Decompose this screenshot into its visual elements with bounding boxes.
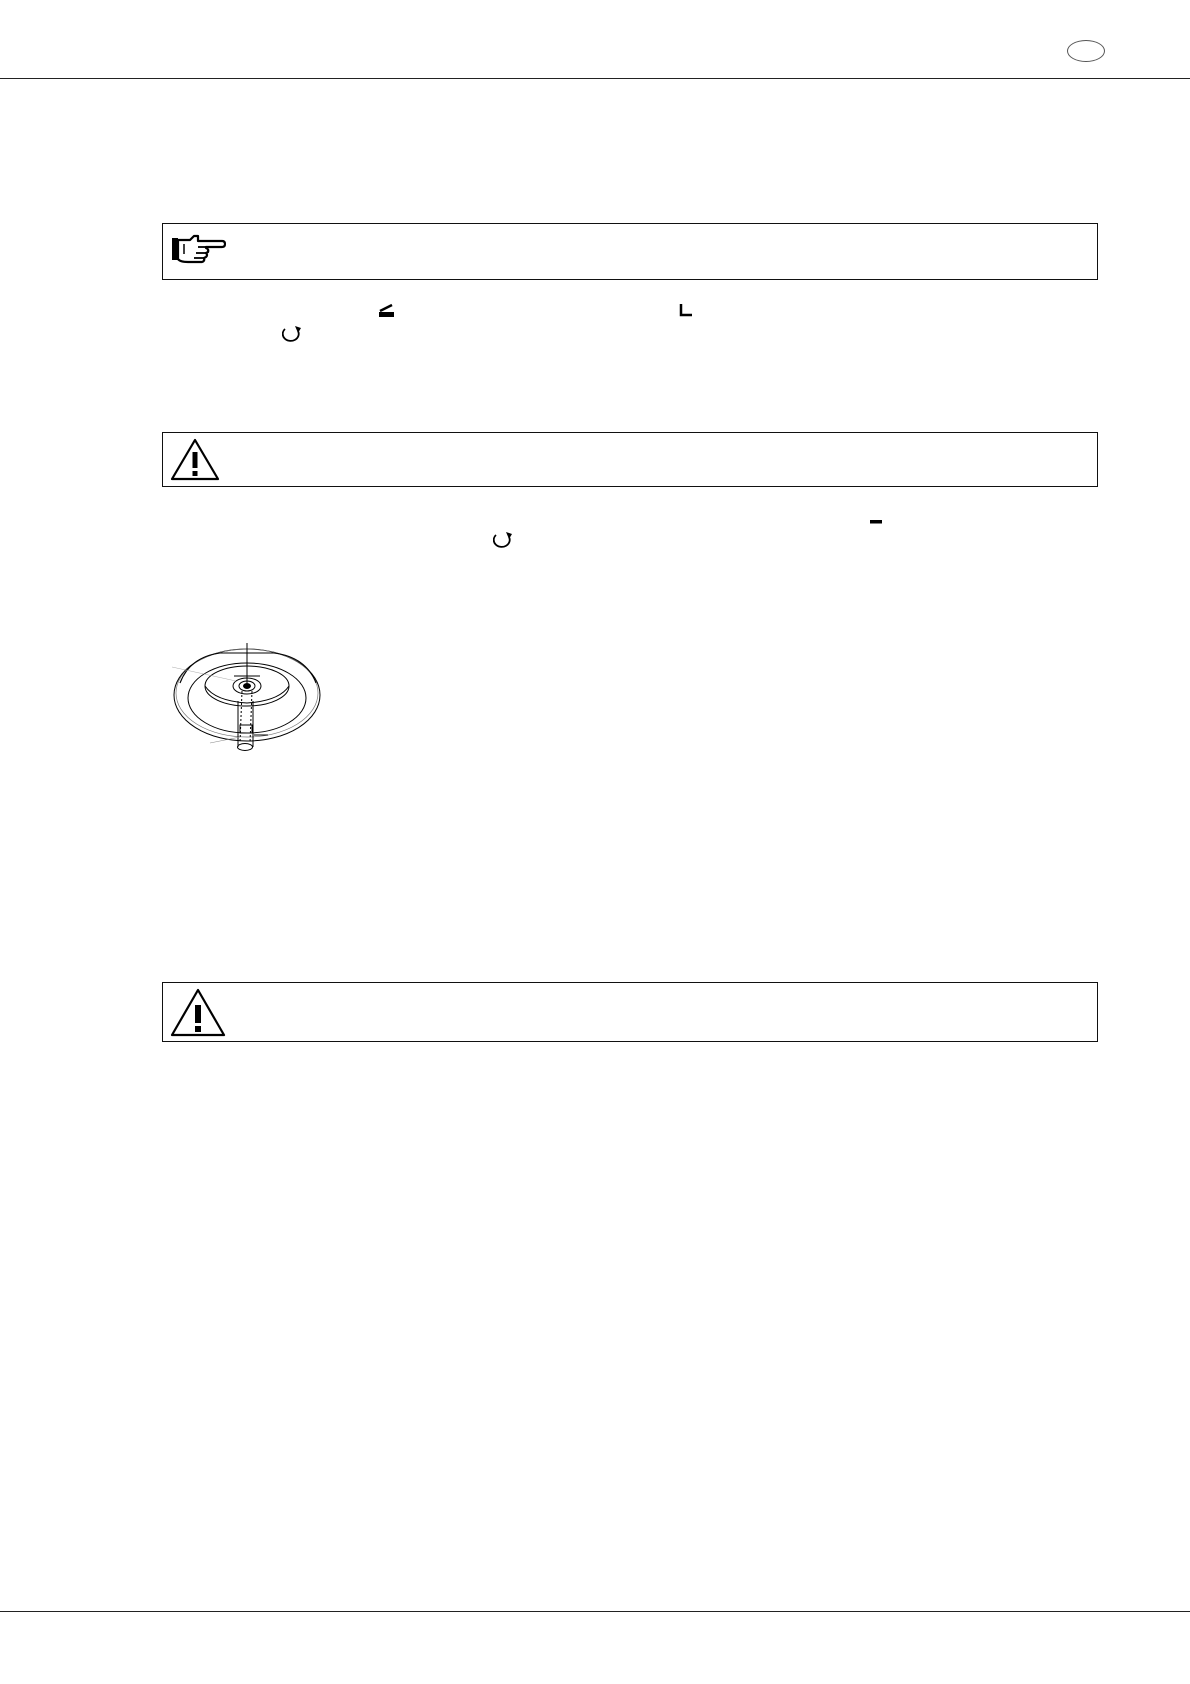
- language-badge: [1067, 40, 1105, 62]
- warning-box: [162, 432, 1098, 487]
- corner-symbol-icon: [678, 302, 694, 318]
- minus-symbol-icon: [868, 517, 884, 527]
- rotate-symbol-icon: [493, 529, 515, 549]
- warning-triangle-icon: [170, 987, 226, 1037]
- rotate-symbol-icon: [282, 323, 304, 343]
- pointing-hand-icon: [170, 232, 226, 268]
- footer-rule: [0, 1611, 1190, 1612]
- warning-box: [162, 982, 1098, 1042]
- note-box: [162, 223, 1098, 280]
- loading-door-symbol-icon: [378, 303, 396, 319]
- warning-triangle-icon: [170, 437, 220, 481]
- drum-shaft-illustration: [170, 643, 325, 756]
- header-rule: [0, 78, 1190, 79]
